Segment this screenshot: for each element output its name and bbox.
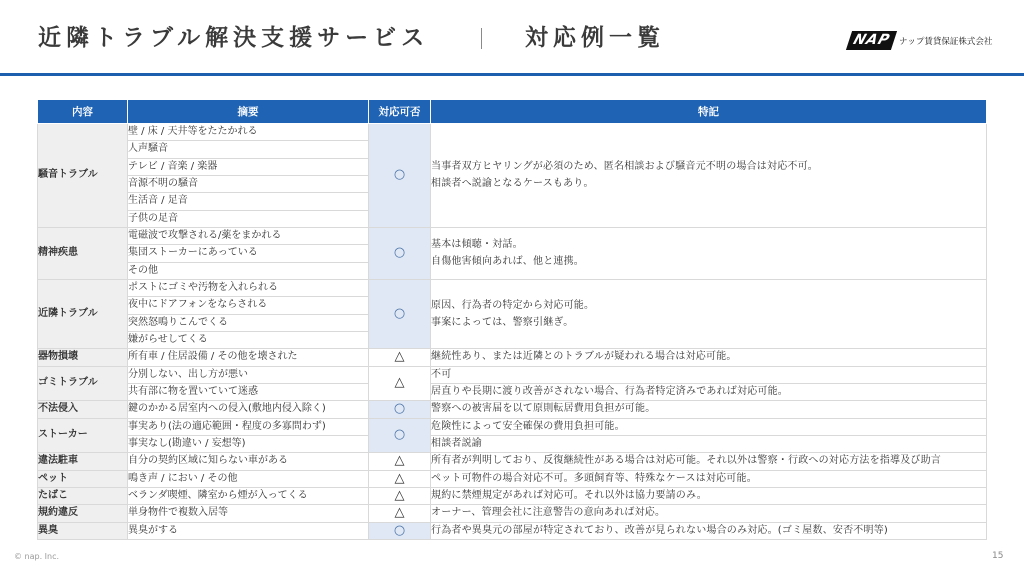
summary-cell: 音源不明の騒音 xyxy=(128,175,369,192)
table-row xyxy=(38,124,987,141)
notes-cell: 危険性によって安全確保の費用負担可能。 xyxy=(431,418,987,435)
notes-cell: 警察への被害届を以て原則転居費用負担が可能。 xyxy=(431,401,987,418)
summary-cell: ポストにゴミや汚物を入れられる xyxy=(128,279,369,296)
summary-cell: 事実なし(勘違い / 妄想等) xyxy=(128,435,369,452)
table-row xyxy=(38,470,987,487)
table-row xyxy=(38,505,987,522)
support-cell: △ xyxy=(369,470,431,487)
note-line: 自傷他害傾向あれば、他と連携。 xyxy=(431,256,584,268)
summary-cell: 壁 / 床 / 天井等をたたかれる xyxy=(128,124,369,141)
table-row xyxy=(38,349,987,366)
support-cell: △ xyxy=(369,505,431,522)
summary-cell: 共有部に物を置いていて迷惑 xyxy=(128,383,369,400)
category-cell: ゴミトラブル xyxy=(38,366,128,401)
category-cell: ペット xyxy=(38,470,128,487)
support-cell: ○ xyxy=(369,227,431,279)
notes-cell xyxy=(431,227,987,279)
notes-cell: 不可 xyxy=(431,366,987,383)
category-cell: 精神疾患 xyxy=(38,227,128,279)
notes-cell xyxy=(431,124,987,228)
table-row xyxy=(38,383,987,400)
table-row xyxy=(38,401,987,418)
notes-cell: オーナー、管理会社に注意警告の意向あれば対応。 xyxy=(431,505,987,522)
table-row xyxy=(38,418,987,435)
summary-cell: 単身物件で複数入居等 xyxy=(128,505,369,522)
column-header-notes: 特記 xyxy=(431,100,987,124)
copyright-text: © nap. Inc. xyxy=(14,552,60,561)
header-rule xyxy=(0,73,1024,76)
table-row xyxy=(38,487,987,504)
summary-cell: 異臭がする xyxy=(128,522,369,539)
table-row xyxy=(38,435,987,452)
support-cell: ○ xyxy=(369,418,431,453)
summary-cell: 事実あり(法の適応範囲・程度の多寡問わず) xyxy=(128,418,369,435)
support-cell: △ xyxy=(369,366,431,401)
support-cell: △ xyxy=(369,349,431,366)
notes-cell: 継続性あり、または近隣とのトラブルが疑われる場合は対応可能。 xyxy=(431,349,987,366)
notes-cell xyxy=(431,279,987,348)
summary-cell: 夜中にドアフォンをならされる xyxy=(128,297,369,314)
summary-cell: その他 xyxy=(128,262,369,279)
category-cell: 違法駐車 xyxy=(38,453,128,470)
support-cell: ○ xyxy=(369,124,431,228)
note-line: 事案によっては、警察引継ぎ。 xyxy=(431,317,574,329)
summary-cell: 人声騒音 xyxy=(128,141,369,158)
summary-cell: 突然怒鳴りこんでくる xyxy=(128,314,369,331)
summary-cell: 集団ストーカーにあっている xyxy=(128,245,369,262)
notes-cell: 規約に禁煙規定があれば対応可。それ以外は協力要請のみ。 xyxy=(431,487,987,504)
note-line: 相談者へ説諭となるケースもあり。 xyxy=(431,178,594,190)
support-cell: ○ xyxy=(369,522,431,539)
table-row xyxy=(38,227,987,244)
summary-cell: 嫌がらせしてくる xyxy=(128,331,369,348)
column-header-summary: 摘要 xyxy=(128,100,369,124)
table-row xyxy=(38,279,987,296)
category-cell: 不法侵入 xyxy=(38,401,128,418)
page-subtitle: 対応例一覧 xyxy=(525,25,665,51)
summary-cell: ベランダ喫煙、隣室から煙が入ってくる xyxy=(128,487,369,504)
notes-cell: 居直りや長期に渡り改善がされない場合、行為者特定済みであれば対応可能。 xyxy=(431,383,987,400)
response-table xyxy=(37,99,987,540)
summary-cell: テレビ / 音楽 / 楽器 xyxy=(128,158,369,175)
category-cell: ストーカー xyxy=(38,418,128,453)
logo-lettering: NAP xyxy=(851,32,893,48)
category-cell: 規約違反 xyxy=(38,505,128,522)
note-line: 原因、行為者の特定から対応可能。 xyxy=(431,300,595,312)
summary-cell: 鍵のかかる居室内への侵入(敷地内侵入除く) xyxy=(128,401,369,418)
company-name: ナップ賃貸保証株式会社 xyxy=(899,37,993,47)
summary-cell: 鳴き声 / におい / その他 xyxy=(128,470,369,487)
column-header-content: 内容 xyxy=(38,100,128,124)
notes-cell: 相談者説諭 xyxy=(431,435,987,452)
category-cell: 異臭 xyxy=(38,522,128,539)
summary-cell: 生活音 / 足音 xyxy=(128,193,369,210)
summary-cell: 分別しない、出し方が悪い xyxy=(128,366,369,383)
summary-cell: 子供の足音 xyxy=(128,210,369,227)
page-title: 近隣トラブル解決支援サービス xyxy=(38,25,430,51)
note-line: 当事者双方ヒヤリングが必須のため、匿名相談および騒音元不明の場合は対応不可。 xyxy=(431,161,818,173)
table-row xyxy=(38,522,987,539)
category-cell: たばこ xyxy=(38,487,128,504)
title-separator xyxy=(481,28,482,49)
company-logo xyxy=(846,31,897,50)
table-header-row xyxy=(38,100,987,124)
notes-cell: 行為者や異臭元の部屋が特定されており、改善が見られない場合のみ対応。(ゴミ屋数、安否不明等) xyxy=(431,522,987,539)
note-line: 基本は傾聴・対話。 xyxy=(431,239,523,251)
summary-cell: 電磁波で攻撃される/薬をまかれる xyxy=(128,227,369,244)
support-cell: △ xyxy=(369,487,431,504)
support-cell: △ xyxy=(369,453,431,470)
category-cell: 器物損壊 xyxy=(38,349,128,366)
page-number: 15 xyxy=(992,551,1004,561)
summary-cell: 所有車 / 住居設備 / その他を壊された xyxy=(128,349,369,366)
table-row xyxy=(38,453,987,470)
category-cell: 近隣トラブル xyxy=(38,279,128,348)
notes-cell: ペット可物件の場合対応不可。多頭飼育等、特殊なケースは対応可能。 xyxy=(431,470,987,487)
support-cell: ○ xyxy=(369,401,431,418)
table-row xyxy=(38,366,987,383)
summary-cell: 自分の契約区域に知らない車がある xyxy=(128,453,369,470)
column-header-support: 対応可否 xyxy=(369,100,431,124)
support-cell: ○ xyxy=(369,279,431,348)
category-cell: 騒音トラブル xyxy=(38,124,128,228)
notes-cell: 所有者が判明しており、反復継続性がある場合は対応可能。それ以外は警察・行政への対応方法を指導及び助言 xyxy=(431,453,987,470)
